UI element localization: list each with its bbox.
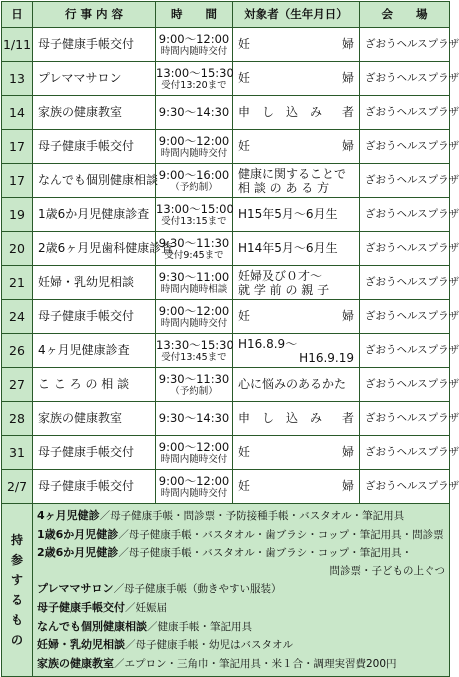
schedule-body — [2, 28, 459, 677]
target-right: 者 — [341, 105, 354, 119]
belongings-item-text: ／母子健康手帳・バスタオル・歯ブラシ・コップ・筆記用具・ — [118, 547, 413, 560]
day-cell: 17 — [2, 164, 33, 198]
table-row — [2, 96, 450, 130]
venue-cell: ざおうヘルスプラザ — [360, 164, 450, 198]
time-main: 9:00〜12:00 — [158, 439, 230, 454]
time-cell — [156, 130, 233, 164]
table-header-row — [2, 2, 450, 28]
venue-cell: ざおうヘルスプラザ — [360, 436, 450, 470]
time-main: 9:30〜11:30 — [158, 235, 230, 250]
target-cell — [233, 232, 360, 266]
table-row — [2, 334, 450, 368]
target-text — [238, 242, 354, 255]
target-cell — [233, 198, 360, 232]
time-cell — [156, 300, 233, 334]
target-left: 妊 — [238, 445, 251, 459]
target-right: 婦 — [341, 445, 354, 459]
day-cell: 1/11 — [2, 28, 33, 62]
belongings-item — [37, 618, 445, 637]
target-cell — [233, 62, 360, 96]
target-cell — [233, 470, 360, 504]
header-event: 行 事 内 容 — [33, 2, 156, 28]
venue-cell: ざおうヘルスプラザ — [360, 96, 450, 130]
target-text — [238, 412, 354, 425]
belongings-item-title: なんでも個別健康相談 — [37, 619, 147, 633]
table-row — [2, 62, 450, 96]
belongings-item — [37, 507, 445, 526]
belongings-item-title: 家族の健康教室 — [37, 656, 114, 670]
target-left: 心に悩みのあるかた — [238, 377, 347, 391]
belongings-item — [37, 526, 445, 545]
header-day: 日 — [2, 2, 33, 28]
venue-cell: ざおうヘルスプラザ — [360, 28, 450, 62]
table-row — [2, 436, 450, 470]
header-time: 時 間 — [156, 2, 233, 28]
time-main: 9:00〜12:00 — [158, 303, 230, 318]
target-text — [238, 140, 354, 153]
belongings-item-title: 母子健康手帳交付 — [37, 600, 125, 614]
time-cell — [156, 28, 233, 62]
table-row — [2, 232, 450, 266]
belongings-item — [37, 544, 445, 563]
target-left: 妊 — [238, 139, 251, 153]
time-main: 13:00〜15:30 — [156, 65, 234, 80]
event-name-cell: 家族の健康教室 — [33, 402, 156, 436]
target-line: 健康に関することで — [238, 166, 347, 181]
belongings-label-char: の — [10, 633, 23, 648]
event-name-cell: なんでも個別健康相談 — [33, 164, 156, 198]
target-text — [238, 72, 354, 85]
day-cell: 2/7 — [2, 470, 33, 504]
target-line: 妊婦及び０才〜 — [238, 268, 323, 283]
time-main: 13:30〜15:30 — [156, 337, 234, 352]
time-cell — [156, 96, 233, 130]
time-main: 9:00〜12:00 — [158, 31, 230, 46]
target-cell — [233, 164, 360, 198]
time-cell — [156, 402, 233, 436]
belongings-item — [37, 580, 445, 599]
belongings-item-text: ／妊娠届 — [125, 601, 167, 614]
day-cell: 27 — [2, 368, 33, 402]
target-line: H16.8.9〜 — [238, 336, 298, 351]
target-right: 婦 — [341, 71, 354, 85]
day-cell: 17 — [2, 130, 33, 164]
belongings-item — [37, 636, 445, 655]
target-text — [238, 310, 354, 323]
belongings-item-text: ／母子健康手帳・幼児はバスタオル — [125, 639, 293, 652]
target-left: 申 し 込 み — [238, 411, 323, 425]
venue-cell: ざおうヘルスプラザ — [360, 402, 450, 436]
event-name-cell: 妊婦・乳幼児相談 — [33, 266, 156, 300]
target-cell — [233, 334, 360, 368]
day-cell: 13 — [2, 62, 33, 96]
target-text — [238, 208, 354, 221]
table-row — [2, 164, 450, 198]
target-text — [238, 106, 354, 119]
belongings-item-title: 2歳6か月児健診 — [37, 546, 119, 560]
belongings-label-char: 参 — [10, 553, 23, 568]
time-note: 受付13:45まで — [161, 351, 227, 363]
belongings-label — [2, 504, 33, 677]
event-name-cell: 母子健康手帳交付 — [33, 28, 156, 62]
day-cell: 24 — [2, 300, 33, 334]
event-name-cell: 母子健康手帳交付 — [33, 300, 156, 334]
venue-cell: ざおうヘルスプラザ — [360, 368, 450, 402]
day-cell: 20 — [2, 232, 33, 266]
target-cell — [233, 130, 360, 164]
target-text — [238, 480, 354, 493]
target-cell — [233, 436, 360, 470]
venue-cell: ざおうヘルスプラザ — [360, 470, 450, 504]
time-cell — [156, 266, 233, 300]
target-line: 相 談 の あ る 方 — [238, 180, 330, 195]
belongings-item-text: ／母子健康手帳・問診票・予防接種手帳・バスタオル・筆記用具 — [99, 510, 405, 522]
time-cell — [156, 232, 233, 266]
event-name-cell: 母子健康手帳交付 — [33, 470, 156, 504]
belongings-label-char: す — [10, 573, 23, 588]
table-row — [2, 266, 450, 300]
target-left: 妊 — [238, 37, 251, 51]
target-cell — [233, 28, 360, 62]
time-note: 受付9:45まで — [164, 249, 224, 261]
table-row — [2, 130, 450, 164]
venue-cell: ざおうヘルスプラザ — [360, 232, 450, 266]
time-main: 9:00〜12:00 — [158, 133, 230, 148]
target-text — [238, 378, 354, 391]
target-right: 婦 — [341, 479, 354, 493]
event-name-cell: こ こ ろ の 相 談 — [33, 368, 156, 402]
day-cell: 26 — [2, 334, 33, 368]
time-cell — [156, 164, 233, 198]
time-note: （予約制） — [170, 181, 218, 193]
target-line: 就 学 前 の 親 子 — [238, 282, 330, 297]
time-main: 9:30〜11:30 — [158, 371, 230, 386]
event-name-cell: 1歳6か月児健康診査 — [33, 198, 156, 232]
target-text — [238, 38, 354, 51]
time-main: 13:00〜15:00 — [156, 201, 234, 216]
belongings-label-char: る — [10, 593, 23, 608]
time-main: 9:30〜14:30 — [158, 105, 230, 119]
time-note: 受付13:20まで — [161, 79, 227, 91]
target-left: 妊 — [238, 479, 251, 493]
time-cell — [156, 198, 233, 232]
header-venue: 会 場 — [360, 2, 450, 28]
target-right: 婦 — [341, 139, 354, 153]
belongings-item-title: プレママサロン — [37, 582, 114, 596]
table-row — [2, 28, 450, 62]
belongings-item — [37, 599, 445, 618]
target-left: 申 し 込 み — [238, 105, 323, 119]
target-cell — [233, 402, 360, 436]
belongings-label-char: 持 — [10, 533, 23, 548]
event-name-cell: プレママサロン — [33, 62, 156, 96]
belongings-item — [37, 655, 445, 674]
time-cell — [156, 368, 233, 402]
time-cell — [156, 334, 233, 368]
day-cell: 19 — [2, 198, 33, 232]
belongings-item-title: 妊婦・乳幼児相談 — [37, 638, 125, 652]
table-row — [2, 402, 450, 436]
time-note: 時間内随時交付 — [160, 453, 228, 465]
time-note: 時間内随時交付 — [160, 317, 228, 329]
belongings-list — [33, 504, 450, 677]
time-main: 9:00〜16:00 — [158, 167, 230, 182]
venue-cell: ざおうヘルスプラザ — [360, 300, 450, 334]
time-note: 受付13:15まで — [161, 215, 227, 227]
belongings-item-text: ／健康手帳・筆記用具 — [147, 620, 252, 633]
event-name-cell: 4ヶ月児健康診査 — [33, 334, 156, 368]
header-target: 対象者（生年月日） — [233, 2, 360, 28]
target-left: H14年5月〜6月生 — [238, 241, 338, 255]
belongings-item-text: ／エプロン・三角巾・筆記用具・米１合・調理実習費200円 — [114, 657, 397, 670]
target-cell — [233, 96, 360, 130]
time-cell — [156, 62, 233, 96]
target-right: 者 — [341, 411, 354, 425]
day-cell: 21 — [2, 266, 33, 300]
day-cell: 14 — [2, 96, 33, 130]
time-note: 時間内随時交付 — [160, 45, 228, 57]
belongings-item-text: ／母子健康手帳・バスタオル・歯ブラシ・コップ・筆記用具・問診票 — [118, 528, 444, 541]
time-main: 9:30〜14:30 — [158, 411, 230, 425]
target-right: 婦 — [341, 37, 354, 51]
table-row — [2, 368, 450, 402]
schedule-table — [1, 1, 459, 677]
time-note: 時間内随時交付 — [160, 487, 228, 499]
time-note: 時間内随時相談 — [160, 283, 228, 295]
target-left: H15年5月〜6月生 — [238, 207, 338, 221]
event-name-cell: 母子健康手帳交付 — [33, 130, 156, 164]
belongings-item-title: 1歳6か月児健診 — [37, 527, 119, 541]
belongings-row — [2, 504, 450, 677]
time-note: （予約制） — [170, 385, 218, 397]
venue-cell: ざおうヘルスプラザ — [360, 62, 450, 96]
table-row — [2, 198, 450, 232]
target-cell — [233, 266, 360, 300]
belongings-label-char: も — [10, 613, 23, 628]
target-cell — [233, 368, 360, 402]
event-name-cell: 家族の健康教室 — [33, 96, 156, 130]
venue-cell: ざおうヘルスプラザ — [360, 198, 450, 232]
belongings-item-text: ／母子健康手帳（動きやすい服装） — [113, 583, 282, 596]
time-main: 9:30〜11:00 — [158, 269, 230, 284]
schedule-table-wrapper — [1, 1, 459, 670]
target-text — [238, 446, 354, 459]
belongings-item-text: 問診票・子どもの上ぐつ — [329, 564, 445, 577]
target-right: 婦 — [341, 309, 354, 323]
table-row — [2, 470, 450, 504]
venue-cell: ざおうヘルスプラザ — [360, 334, 450, 368]
time-cell — [156, 470, 233, 504]
day-cell: 31 — [2, 436, 33, 470]
target-left: 妊 — [238, 309, 251, 323]
day-cell: 28 — [2, 402, 33, 436]
venue-cell: ざおうヘルスプラザ — [360, 130, 450, 164]
event-name-cell: 2歳6ヶ月児歯科健康診査 — [33, 232, 156, 266]
target-line: H16.9.19 — [299, 350, 354, 365]
target-cell — [233, 300, 360, 334]
venue-cell: ざおうヘルスプラザ — [360, 266, 450, 300]
time-cell — [156, 436, 233, 470]
time-main: 9:00〜12:00 — [158, 473, 230, 488]
time-note: 時間内随時交付 — [160, 147, 228, 159]
target-left: 妊 — [238, 71, 251, 85]
table-row — [2, 300, 450, 334]
event-name-cell: 母子健康手帳交付 — [33, 436, 156, 470]
belongings-item-title: 4ヶ月児健診 — [37, 509, 100, 522]
belongings-item — [37, 563, 445, 581]
